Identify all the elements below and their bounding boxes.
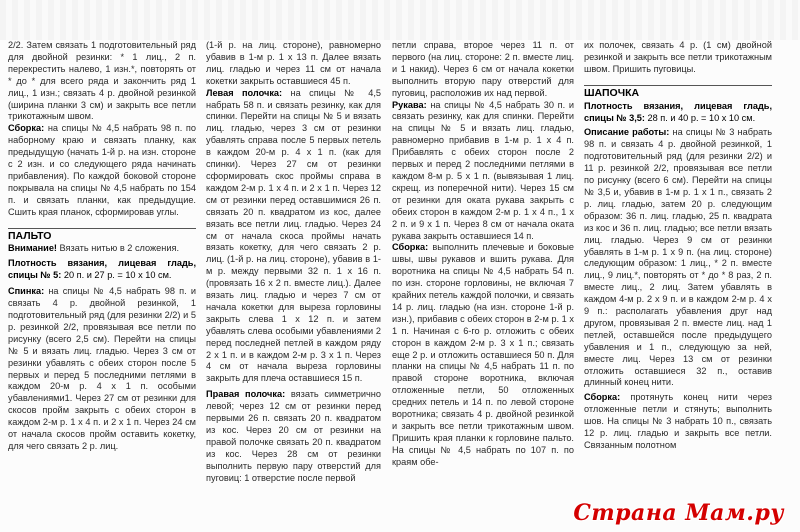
- coat-finish-text: их полочек, связать 4 р. (1 см) двойной резинкой и закрыть все петли трикотажным швом. Пришить пуговицы.: [584, 40, 772, 74]
- sleeves-text: на спицы № 4,5 набрать 30 п. и связать резинку, как для спинки. Перейти на спицы № 5 и вязать лиц. гладью, равномерно прибавив в 1-м р. 1 x 4 п. Прибавлять с обеих сторон после 2 первых и перед 2 последними петлями в каждом 8-м р. 5 x 1 п. (вывязывая 1 лиц. скрещ. из поперечной нити). Через 15 см от резинки для оката рукава закрыть с обеих сторон в каждом 2-м р. 1 x 4 п., 1 x 2 п. и 9 x 1 п. Через 8 см от начала оката рукава закрыть оставшиеся 14 п.: [392, 99, 574, 241]
- back-text: на спицы № 4,5 набрать 98 п. и связать 4 р. двойной резинкой, 1 подготовительный ряд (для резинки 2/2) и 5 р. резинкой 2/2, провязывая все петли по рисунку (всего 2,5 см). Перейти на спицы № 5 и вязать лиц. гладью. Через 3 см от резинки убавлять с обеих сторон после 5 первых и перед 5 последними петлями в каждом 20-м р. 4 x 1 п. особыми убавлениями1. Через 27 см от резинки для скосов пройм закрыть с обеих сторон в каждом 2-м р. 1 x 4 п. и 2 x 1 п. Через 24 см от начала скосов пройм оставить кокетку, для чего связать 2 р. лиц.: [8, 286, 196, 451]
- hat-density-text: 28 п. и 40 р. = 10 x 10 см.: [644, 112, 756, 123]
- back-heading: Спинка:: [8, 286, 45, 297]
- density-heading: Плотность вязания, лицевая гладь, спицы № 5:: [8, 258, 196, 281]
- work-description-heading: Описание работы:: [584, 127, 670, 138]
- right-front-heading: Правая полочка:: [206, 389, 286, 400]
- coat-assembly-heading: Сборка:: [392, 242, 429, 253]
- column-2: [206, 40, 381, 485]
- column-3: [392, 40, 574, 469]
- site-watermark: [573, 500, 784, 526]
- left-front-heading: Левая полочка:: [206, 87, 283, 98]
- coat-section-title: ПАЛЬТО: [8, 229, 52, 242]
- section-divider: [8, 228, 196, 229]
- coat-assembly-text: выполнить плечевые и боковые швы, швы рукавов и вшить рукава. Для воротника на спицы № 4,5 набрать 54 п. по изн. стороне горловины, не включая 7 крайних петель каждой полочки, и связать 14 р. лиц. гладью (на изн. стороне 1-й р. изн.), прибавив с обеих сторон в 2-м р. 1 x 1 п. Начиная с 6-го р. отложить с обеих сторон в каждом 2-м р. 3 x 1 п.; связать еще 2 р. и отложить оставшиеся 50 п. Для планки на спицы № 4,5 набрать 11 п. по правой стороне воротника, включая отложенные петли, 50 отложенных средних петель и 14 п. по левой стороне воротника; связать 4 р. двойной резинкой и закрыть все петли трикотажным швом. Пришить края планки к горловине пальто. На спицы № 4,5 набрать по 107 п. по краям обе-: [392, 242, 574, 467]
- watermark-text: Страна Мам: [573, 500, 747, 526]
- attention-heading: Внимание!: [8, 242, 57, 253]
- assembly-text: на спицы № 4,5 набрать 98 п. по наборному краю и связать планку, как предыдущую (начать 1-й р. на изн. стороне с 2 изн. и со следующего ряда начинать прибавления). По каждой боковой стороне покрывала на спицы № 4,5 набрать по 154 п. и связать планки, как предыдущие. Сшить края планок, сформировав углы.: [8, 123, 196, 217]
- left-front-text: на спицы № 4,5 набрать 58 п. и связать резинку, как для спинки. Перейти на спицы № 5 и вязать лиц. гладью, через 3 см от резинки убавлять справа после 5 первых петель в каждом 20-м р. 4 x 1 п. (как для спинки). Через 27 см от резинки сформировать скос проймы справа в каждом 2-м р. 1 x 4 п. и 2 x 1 п. Через 12 см от резинки перед оставшимися 26 п. связать 20 п. квадратом из кос, далее вязать все петли лиц. гладью. Через 24 см от начала скоса проймы начать вязать кокетку, для чего связать 2 р. лиц. (1-й р. на лиц. стороне), убавив в 1-м р. между первыми 32 п. 1 x 16 п. (провязать 16 x 2 п. вместе лиц.). Далее вязать лиц. гладью и через 7 см от начала кокетки для выреза горловины закрыть слева 1 x 12 п. и затем убавлять слева особыми убавлениями 2 перед последней петлей в каждом ряду 2 x 1 п. и в каждом 2-м р. 3 x 1 п. Через 4 см от начала выреза горловины закрыть для плеча оставшиеся 15 п.: [206, 87, 381, 384]
- buttonholes-text: петли справа, второе через 11 п. от первого (на лиц. стороне: 2 п. вместе лиц. и 1 накид). Через 6 см от начала кокетки выполнить вторую пару отверстий для пуговиц, расположив их над первой.: [392, 40, 574, 98]
- watermark-tld: .ру: [746, 500, 784, 526]
- section-divider: [584, 85, 772, 86]
- blanket-collar-text: 2/2. Затем связать 1 подготовительный ряд для двойной резинки: * 1 лиц., 2 п. перекрестить налево, 1 изн.*, повторять от * до * для всего ряда и закончить ряд 1 лиц., 1 изн.; связать 4 р. двойной резинкой (ширина планки 3 см) и закрыть все петли трикотажным швом.: [8, 40, 196, 122]
- back-continued-text: (1-й р. на лиц. стороне), равномерно убавив в 1-м р. 1 x 13 п. Далее вязать лиц. гладью и через 11 см от начала кокетки закрыть оставшиеся 45 п.: [206, 40, 381, 86]
- column-4: [584, 40, 772, 452]
- right-front-text: вязать симметрично левой; через 12 см от резинки перед первыми 26 п. связать 20 п. квадратом из кос. Через 20 см от резинки на правой полочке связать 20 п. квадратом из кос. Через 28 см от резинки выполнить первую пару отверстий для пуговиц: 1 отверстие после первой: [206, 389, 381, 483]
- hat-density-heading: Плотность вязания, лицевая гладь, спицы № 3,5:: [584, 100, 772, 123]
- assembly-heading: Сборка:: [8, 123, 45, 134]
- hat-assembly-heading: Сборка:: [584, 392, 621, 403]
- header-pattern-strip: [0, 0, 800, 40]
- column-1: [8, 40, 196, 453]
- hat-section-title: ШАПОЧКА: [584, 86, 640, 99]
- work-description-text: на спицы № 3 набрать 98 п. и связать 4 р. двойной резинкой, 1 подготовительный ряд (для резинки 2/2) и 11 р. резинкой 2/2, провязывая все петли по рисунку (всего 6 см). Перейти на спицы № 3,5 и, убавив в 1-м р. 1 x 1 п., связать 2 р. лиц. гладью, затем 20 р. следующим образом: 36 п. лиц. гладью, 25 п. квадрата из кос и 36 п. лиц. гладью; все петли вязать лиц. гладью. Через 9 см от резинки убавлять в 1-м р. 1 x 9 п. (на лиц. стороне) следующим образом: 1 лиц., * 2 п. вместе лиц., 9 лиц.*, повторять от * до * 8 раз, 2 п. вместе лиц., 2 лиц. Затем убавлять в каждом 4-м р. 2 x 9 п. и в каждом 2-м р. 4 x 9 п.: располагать убавления друг над другом, провязывая 2 п. вместе лиц. над 1 петлей, оставшейся после предыдущего убавления и 1 п., следующую за ней, вместе лиц. Через 13 см от резинки отложить оставшиеся 32 п., оставив длинный конец нити.: [584, 127, 772, 388]
- hat-assembly-text: протянуть конец нити через отложенные петли и стянуть; выполнить шов. На спицы № 3 набрать 10 п., связать 12 р. лиц. гладью и закрыть все петли. Связанным полотном: [584, 392, 772, 450]
- density-text: 20 п. и 27 р. = 10 x 10 см.: [61, 270, 172, 281]
- attention-text: Вязать нитью в 2 сложения.: [56, 242, 179, 253]
- sleeves-heading: Рукава:: [392, 99, 427, 110]
